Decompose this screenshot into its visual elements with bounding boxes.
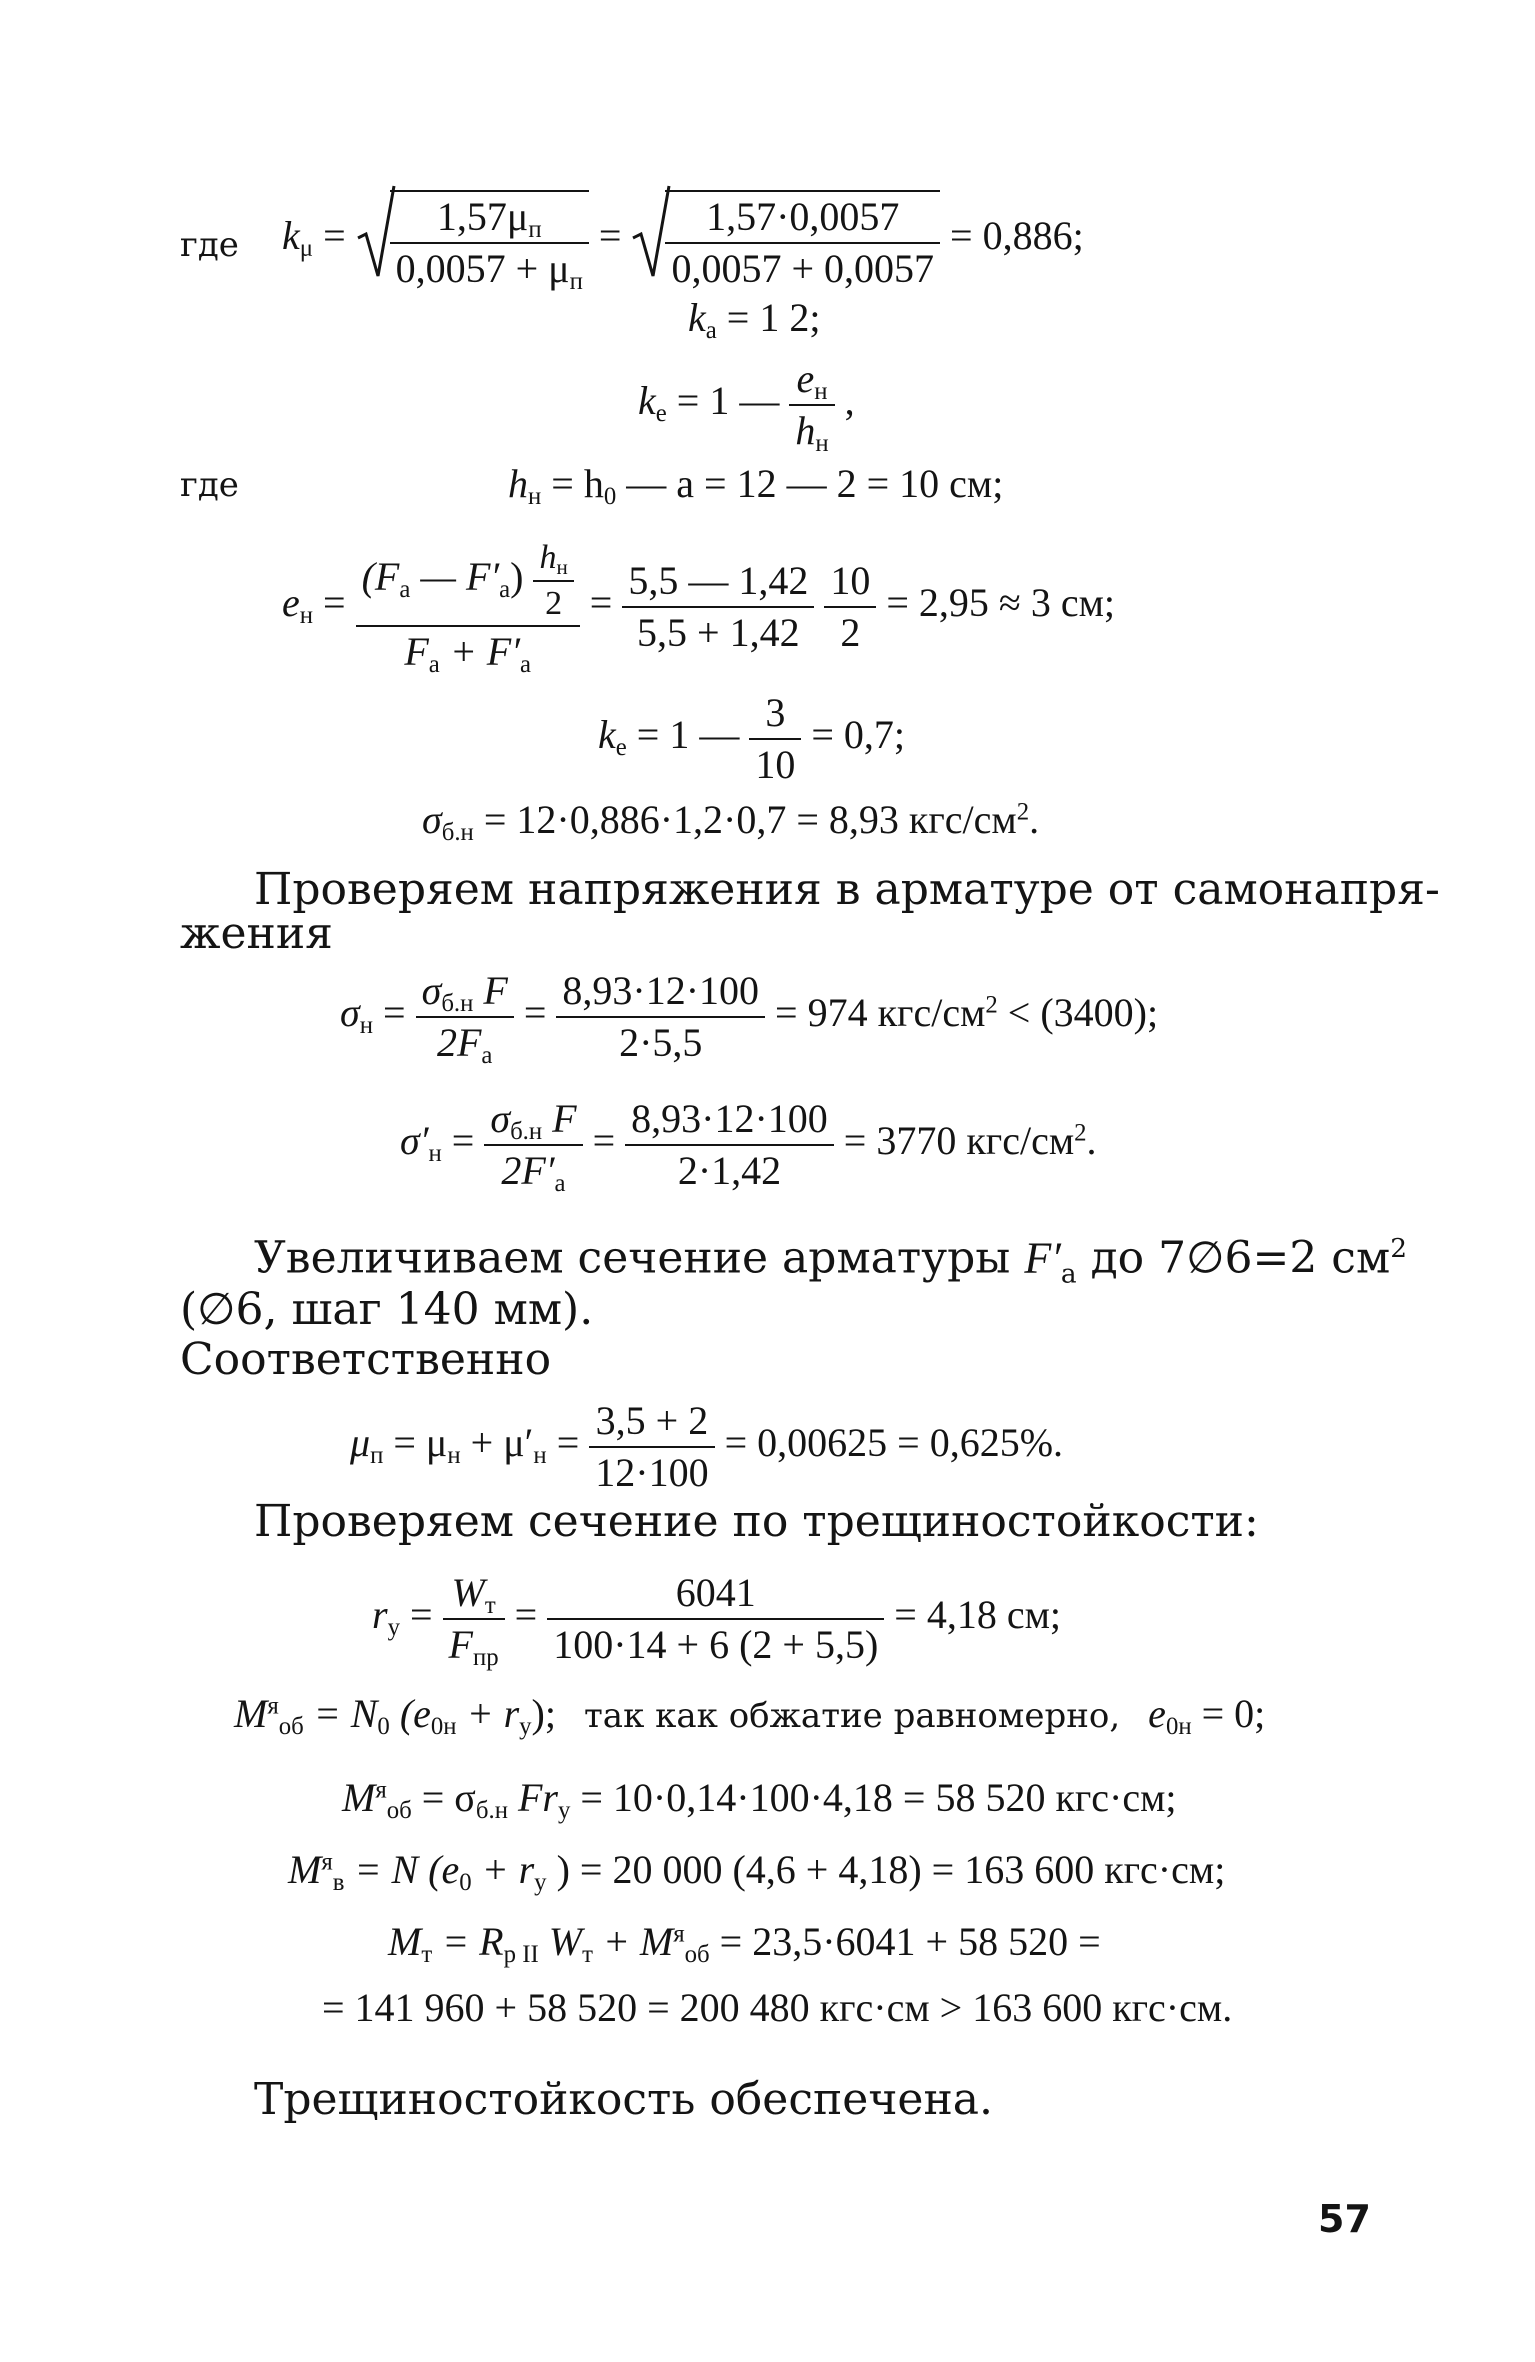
fraction-mu: $\frac{3,5 + 2}{12\cdot 100}$: [589, 1400, 714, 1494]
fraction-Wt-Fpr: $\frac{W_т}{F_{пр}}$: [443, 1572, 505, 1666]
fraction-3-10: $\frac{3}{10}$: [749, 692, 801, 786]
equation-m-t-continued: = 141 960 + 58 520 = 200 480 кгс·см > 163 600 кгс·см.: [322, 1985, 1233, 2030]
equation-k-e-2: $k_e = 1$ — $\frac{3}{10}$ = 0,7;: [598, 690, 906, 787]
where-label-2: где: [180, 465, 239, 505]
fraction-e-n-numeric: $\frac{5,5 — 1,42}{5,5 + 1,42}$: [622, 560, 814, 654]
conclusion-text: Трещиностойкость обеспечена.: [254, 2074, 994, 2125]
equation-m-ob-1: $M^я_{об} = N_0$ $(e_{0н} + r_y)$; так как обжатие равномерно, $e_{0н} = 0$;: [234, 1691, 1266, 1740]
fraction-10-2: $\frac{10}{2}$: [824, 560, 876, 654]
radical-sign-icon: [356, 184, 396, 280]
where-label-1: где: [180, 225, 239, 265]
equation-m-t: $M_т = R_{p II}$ $W_т + M^я_{об} = 23,5\cdot 6041 + 58$ 520 =: [388, 1919, 1101, 1968]
radical-sign-icon: [631, 184, 671, 280]
fraction-numeric-sigma-n-prime: $\frac{8,93\cdot 12\cdot 100}{2\cdot 1,42}$: [625, 1098, 834, 1192]
paragraph-2-line-1: Увеличиваем сечение арматуры $F'_а$ до 7∅6=2 $см^2$: [254, 1232, 1407, 1290]
k-mu-subscript: μ: [299, 235, 314, 263]
fraction-hn-2: $\frac{h_н}{2}$: [533, 540, 573, 621]
fraction-k-mu-1: $\frac{1,57\mu_п}{0,0057 + \mu_п}$: [390, 196, 589, 290]
equation-mu-p: $\mu_п = \mu_н + \mu'_н$ = $\frac{3,5 + 2}{12\cdot 100}$ = 0,00625 = 0,625%.: [350, 1398, 1064, 1495]
k-mu-symbol: k: [282, 213, 300, 259]
equals-sign: =: [598, 213, 622, 259]
fraction-e-n-main: ($F_а$ — $F'_а$) $\frac{h_н}{2}$ $F_а + F'_а$: [356, 540, 580, 673]
equation-k-mu: [282, 190, 1084, 295]
fraction-k-mu-2: $\frac{1,57\cdot 0,0057}{0,0057 + 0,0057}$: [665, 196, 940, 290]
equation-k-e-1: $k_e = 1$ — $\frac{e_н}{h_н}$ ,: [638, 356, 855, 457]
fraction-en-hn: $\frac{e_н}{h_н}$: [789, 358, 834, 452]
paragraph-1-line-2: жения: [180, 908, 333, 959]
fraction-sigma-F-2Fa-prime: $\frac{\sigma_{б.н} F}{2F'_а}$: [484, 1098, 582, 1192]
equals-sign: =: [323, 213, 346, 259]
fraction-numeric-sigma-n: $\frac{8,93\cdot 12\cdot 100}{2\cdot 5,5}$: [556, 970, 765, 1064]
paragraph-1-line-1: Проверяем напряжения в арматуре от самонапря-: [254, 864, 1440, 915]
square-root-2: [631, 190, 940, 290]
k-mu-result: = 0,886;: [950, 213, 1084, 259]
paragraph-3: Проверяем сечение по трещиностойкости:: [254, 1496, 1259, 1547]
equation-m-ob-2: $M^я_{об} = \sigma_{б.н}$ $Fr_y = 10\cdot 0,14\cdot 100\cdot 4,18 = 58$ 520 кгс·см;: [342, 1775, 1177, 1824]
equation-m-v: $M^я_в = N$ ($e_0 + r_y$ ) = 20 000 (4,6 + 4,18) = 163 600 кгс·см;: [288, 1847, 1226, 1896]
equation-sigma-bn: $\sigma_{б.н} = 12\cdot 0,886\cdot 1,2\cdot 0,7 = 8,93$ кгс/$см^2$.: [422, 797, 1040, 846]
fraction-6041: $\frac{6041}{100\cdot 14 + 6 (2 + 5,5)}$: [547, 1572, 884, 1666]
equation-e-n: $e_н$ = ($F_а$ — $F'_а$) $\frac{h_н}{2}$ $F_а + F'_а$ = $\frac{5,5 — 1,42}{5,5 + 1,42}$ $\frac{10}{2}$ = 2,95 ≈ 3 см;: [282, 539, 1116, 679]
paragraph-2-line-2: (∅6, шаг 140 мм).: [180, 1284, 594, 1335]
equation-sigma-n-prime: $\sigma'_н$ = $\frac{\sigma_{б.н} F}{2F'_а}$ = $\frac{8,93\cdot 12\cdot 100}{2\cdot 1,42}$ = 3770 кгс/$см^2$.: [400, 1096, 1097, 1197]
paragraph-2-line-3: Соответственно: [180, 1334, 552, 1385]
page-number: 57: [1318, 2197, 1371, 2241]
equation-k-a: $k_а = 1$ 2;: [688, 295, 821, 344]
fraction-sigma-F-2Fa: $\frac{\sigma_{б.н} F}{2F_а}$: [416, 970, 514, 1064]
equation-h-n: $h_н = h_0$ — a = 12 — 2 = 10 см;: [508, 461, 1004, 510]
equation-r-y: $r_y$ = $\frac{W_т}{F_{пр}}$ = $\frac{6041}{100\cdot 14 + 6 (2 + 5,5)}$ = 4,18 см;: [372, 1570, 1062, 1671]
equation-sigma-n: $\sigma_н$ = $\frac{\sigma_{б.н} F}{2F_а}$ = $\frac{8,93\cdot 12\cdot 100}{2\cdot 5,5}$ = 974 кгс/$см^2 < (3400)$;: [340, 968, 1159, 1069]
square-root-1: [356, 190, 589, 295]
